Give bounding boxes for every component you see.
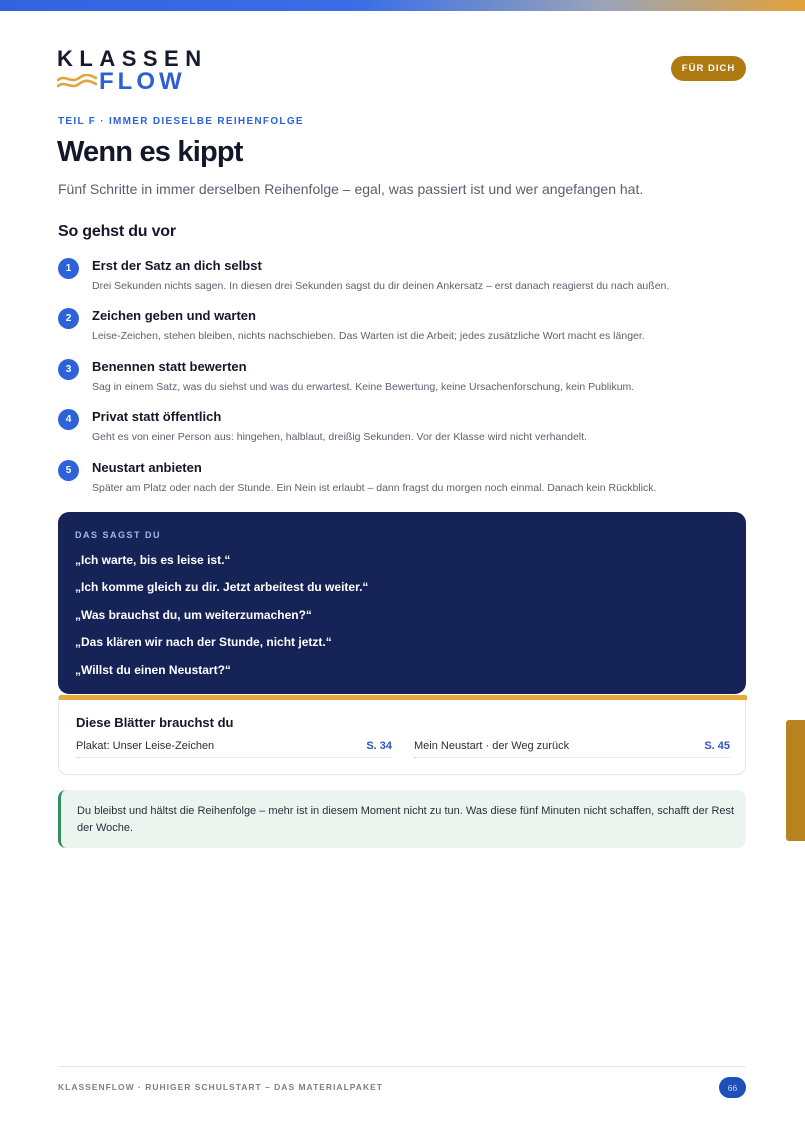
phrase-line: „Ich komme gleich zu dir. Jetzt arbeitest du weiter.“ (75, 580, 369, 594)
step-title: Neustart anbieten (92, 459, 202, 475)
phrase-line: „Ich warte, bis es leise ist.“ (75, 553, 231, 567)
page-number: 66 (719, 1077, 746, 1098)
phrases-box (58, 512, 746, 694)
chapter-side-tab (786, 720, 805, 841)
sheet-name: Plakat: Unser Leise-Zeichen (76, 740, 215, 752)
step-title: Benennen statt bewerten (92, 358, 247, 374)
sheet-page-ref: S. 34 (366, 740, 392, 752)
sheet-reference[interactable] (414, 738, 730, 758)
sheet-page-ref: S. 45 (704, 740, 730, 752)
sheets-heading: Diese Blätter brauchst du (76, 715, 234, 730)
step-number-badge: 5 (58, 460, 79, 481)
sheet-reference[interactable] (76, 738, 392, 758)
sheet-name: Mein Neustart · der Weg zurück (414, 740, 570, 752)
footer-title: KLASSENFLOW · RUHIGER SCHULSTART – DAS MATERIALPAKET (58, 1082, 383, 1092)
page-subtitle: Fünf Schritte in immer derselben Reihenfolge – egal, was passiert ist und wer angefangen hat. (58, 181, 644, 197)
step-description: Leise-Zeichen, stehen bleiben, nichts nachschieben. Das Warten ist die Arbeit; jedes zusätzliche Wort macht es länger. (92, 330, 645, 343)
step-description: Sag in einem Satz, was du siehst und was du erwartest. Keine Bewertung, keine Ursachenforschung, kein Publikum. (92, 380, 635, 393)
step-item (58, 257, 748, 307)
logo-wordmark-top: KLASSEN (57, 46, 208, 71)
closing-note (58, 790, 746, 848)
step-description: Später am Platz oder nach der Stunde. Ein Nein ist erlaubt – dann fragst du morgen noch einmal. Danach kein Rückblick. (92, 481, 657, 494)
audience-badge: FÜR DICH (671, 56, 746, 81)
step-item (58, 307, 748, 357)
step-number-badge: 2 (58, 308, 79, 329)
step-description: Drei Sekunden nichts sagen. In diesen drei Sekunden sagst du dir deinen Ankersatz – erst danach reagierst du nach außen. (92, 280, 670, 292)
required-sheets-card (58, 696, 746, 775)
step-description: Geht es von einer Person aus: hingehen, halblaut, dreißig Sekunden. Vor der Klasse wird nicht verhandelt. (92, 431, 587, 444)
phrases-label: DAS SAGST DU (75, 530, 162, 540)
top-gradient-bar (0, 0, 805, 11)
waves-icon (57, 74, 97, 92)
steps-heading: So gehst du vor (58, 223, 176, 240)
step-number-badge: 1 (58, 258, 79, 279)
phrase-line: „Das klären wir nach der Stunde, nicht jetzt.“ (75, 635, 332, 649)
step-title: Privat statt öffentlich (92, 409, 222, 425)
step-number-badge: 4 (58, 409, 79, 430)
section-eyebrow: TEIL F · IMMER DIESELBE REIHENFOLGE (58, 116, 304, 127)
logo-wordmark-bottom: FLOW (99, 68, 186, 95)
phrase-line: „Willst du einen Neustart?“ (75, 663, 231, 677)
page-title: Wenn es kippt (57, 136, 243, 168)
step-number-badge: 3 (58, 359, 79, 380)
footer-divider (58, 1066, 746, 1067)
phrase-line: „Was brauchst du, um weiterzumachen?“ (75, 608, 312, 622)
step-title: Erst der Satz an dich selbst (92, 258, 262, 273)
step-item (58, 408, 748, 458)
step-title: Zeichen geben und warten (92, 308, 256, 324)
closing-note-text: Du bleibst und hältst die Reihenfolge – mehr ist in diesem Moment nicht zu tun. Was diese fünf Minuten nicht schaffen, schafft der Rest der Woche. (77, 805, 735, 834)
card-accent-stripe (59, 695, 747, 700)
steps-list (58, 257, 748, 509)
brand-logo (57, 46, 208, 96)
step-item (58, 358, 748, 408)
step-item (58, 459, 748, 509)
